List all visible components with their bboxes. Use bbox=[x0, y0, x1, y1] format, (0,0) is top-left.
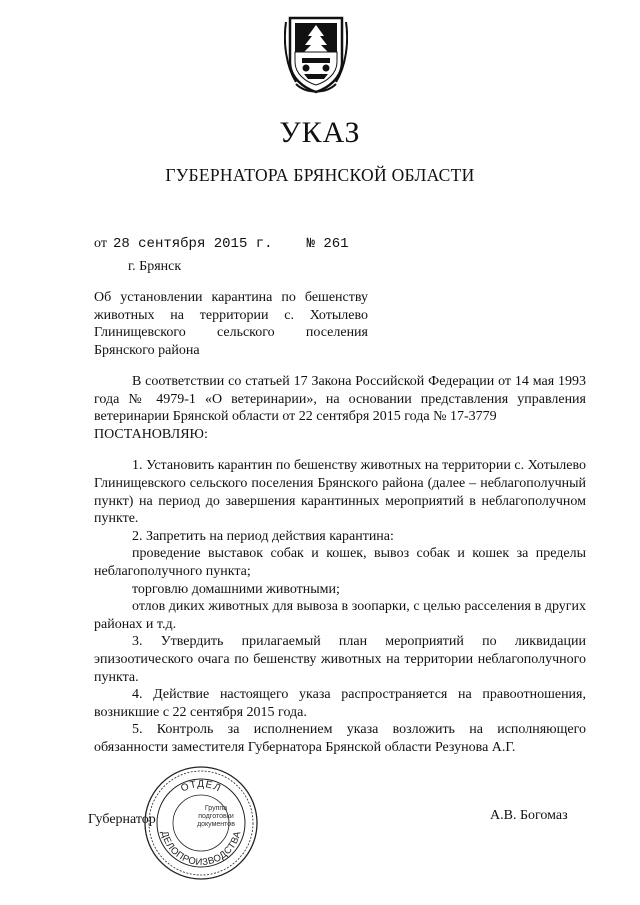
document-number: № 261 bbox=[306, 236, 349, 252]
document-body bbox=[94, 373, 586, 756]
decree-word: ПОСТАНОВЛЯЮ: bbox=[94, 426, 208, 442]
list-item: 2. Запретить на период действия карантина: bbox=[132, 528, 394, 544]
list-item: 4. Действие настоящего указа распространяется на правоотношения, возникшие с 22 сентября 2015 года. bbox=[94, 687, 586, 720]
stamp-center-text: Группа подготовки документов bbox=[197, 805, 235, 828]
stamp-top-word: ОТДЕЛ bbox=[179, 778, 223, 795]
signature-name: А.В. Богомаз bbox=[490, 808, 568, 823]
list-item: 1. Установить карантин по бешенству животных на территории с. Хотылево Глинищевского сельского поселения Брянского района (далее – неблагополучный пункт) на период до завершения карантинных мероприятий в неблагополучном пункте. bbox=[94, 458, 586, 527]
document-city: г. Брянск bbox=[128, 259, 182, 274]
stamp-bottom-word: ДЕЛОПРОИЗВОДСТВА bbox=[158, 829, 244, 869]
list-item: проведение выставок собак и кошек, вывоз собак и кошек за пределы неблагополучного пункта; bbox=[94, 546, 586, 579]
coat-of-arms-icon bbox=[284, 12, 348, 96]
document-title: УКАЗ bbox=[279, 116, 361, 149]
preamble-paragraph: В соответствии со статьей 17 Закона Российской Федерации от 14 мая 1993 года № 4979-1 «О ветеринарии», на основании представления управления ветеринарии Брянской области от 22 сентября 2015 года № 17-3779 bbox=[94, 374, 586, 425]
date-prefix: от bbox=[94, 236, 107, 251]
document-subject: Об установлении карантина по бешенству животных на территории с. Хотылево Глинищевского сельского поселения Брянского района bbox=[94, 290, 368, 358]
list-item: 5. Контроль за исполнением указа возложить на исполняющего обязанности заместителя Губернатора Брянской области Резунова А.Г. bbox=[94, 722, 586, 755]
signature-title: Губернатор bbox=[88, 812, 156, 827]
date-line bbox=[94, 236, 349, 252]
document-date: 28 сентября 2015 г. bbox=[112, 236, 273, 252]
list-item: торговлю домашними животными; bbox=[132, 581, 340, 597]
list-item: отлов диких животных для вывоза в зоопарки, с целью расселения в других районах и т.д. bbox=[94, 599, 586, 632]
document-subtitle: ГУБЕРНАТОРА БРЯНСКОЙ ОБЛАСТИ bbox=[165, 165, 475, 185]
list-item: 3. Утвердить прилагаемый план мероприятий по ликвидации эпизоотического очага по бешенству животных на территории неблагополучного пункта. bbox=[94, 634, 586, 685]
